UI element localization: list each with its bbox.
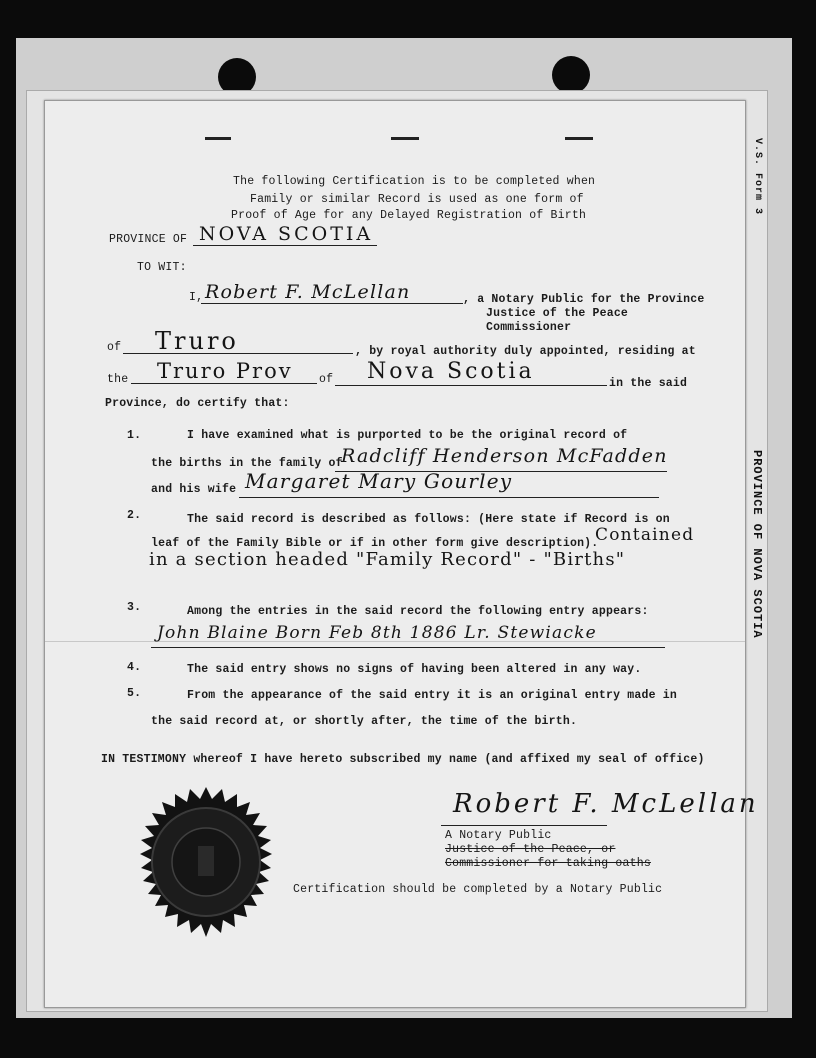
residing-province-underline: [335, 385, 607, 386]
notary-role-2: Justice of the Peace: [486, 307, 629, 320]
of-place-underline: [123, 353, 353, 354]
item-1-line-1: I have examined what is purported to be the original record of: [187, 429, 628, 442]
item-2-line-1: The said record is described as follows: (Here state if Record is on: [187, 513, 670, 526]
item-1-number: 1.: [127, 429, 142, 442]
in-the-said-label: in the said: [609, 377, 688, 390]
of-label: of: [107, 341, 122, 354]
province-underline: [193, 245, 377, 246]
residing-place-field: Truro Prov: [157, 359, 293, 383]
notary-signature: Robert F. McLellan: [453, 789, 759, 819]
testimony-text: IN TESTIMONY whereof I have hereto subscribed my name (and affixed my seal of office): [101, 753, 705, 766]
form-number: V.S. Form 3: [752, 138, 763, 216]
header-line-2: Family or similar Record is used as one form of: [250, 193, 584, 206]
item-4-line-1: The said entry shows no signs of having been altered in any way.: [187, 663, 642, 676]
item-2-number: 2.: [127, 509, 142, 522]
item-5-line-2: the said record at, or shortly after, the time of the birth.: [151, 715, 578, 728]
item-3-number: 3.: [127, 601, 142, 614]
wife-name-field: Margaret Mary Gourley: [245, 469, 513, 493]
punch-hole-right: [552, 56, 590, 94]
header-line-3: Proof of Age for any Delayed Registration of Birth: [231, 209, 587, 222]
dash-mark: [391, 137, 419, 140]
notary-seal: [124, 780, 288, 944]
item-5-line-1: From the appearance of the said entry it is an original entry made in: [187, 689, 677, 702]
item-1-line-3: and his wife: [151, 483, 237, 496]
of2-label: of: [319, 373, 334, 386]
province-certify-label: Province, do certify that:: [105, 397, 290, 410]
residing-province-field: Nova Scotia: [367, 359, 535, 384]
sign-role-2: Justice of the Peace, or: [445, 843, 616, 856]
entry-underline: [151, 647, 665, 648]
to-wit-label: TO WIT:: [137, 261, 187, 274]
seal-center-mark: [198, 846, 214, 876]
notary-name-underline: [201, 303, 463, 304]
item-4-number: 4.: [127, 661, 142, 674]
item-5-number: 5.: [127, 687, 142, 700]
dash-mark: [565, 137, 593, 140]
dash-mark: [205, 137, 231, 140]
province-field: NOVA SCOTIA: [199, 223, 374, 245]
side-province-label: PROVINCE OF NOVA SCOTIA: [750, 450, 764, 639]
record-description-2: in a section headed "Family Record" - "Births": [149, 549, 626, 570]
notary-role-1: , a Notary Public for the Province: [463, 293, 705, 306]
i-label: I,: [189, 291, 204, 304]
header-text-1: The following Certification is to be completed when: [233, 175, 596, 188]
notary-role-3: Commissioner: [486, 321, 572, 334]
of-place-field: Truro: [155, 327, 239, 355]
province-of-label: PROVINCE OF: [109, 233, 188, 246]
residing-place-underline: [131, 383, 317, 384]
item-3-line-1: Among the entries in the said record the following entry appears:: [187, 605, 649, 618]
the-label: the: [107, 373, 129, 386]
sign-role-3: Commissioner for taking oaths: [445, 857, 651, 870]
item-1-line-2: the births in the family of: [151, 457, 343, 470]
royal-authority-label: , by royal authority duly appointed, residing at: [355, 345, 696, 358]
signature-underline: [441, 825, 607, 826]
item-2-line-2: leaf of the Family Bible or if in other form give description).: [151, 537, 599, 550]
sign-role-1: A Notary Public: [445, 829, 552, 842]
family-name-field: Radcliff Henderson McFadden: [341, 445, 668, 467]
footer-note: Certification should be completed by a Notary Public: [293, 883, 663, 896]
wife-name-underline: [239, 497, 659, 498]
header-line-1: [233, 175, 595, 188]
record-description-1: Contained: [595, 525, 695, 545]
notary-name-field: Robert F. McLellan: [205, 281, 411, 303]
entry-field: John Blaine Born Feb 8th 1886 Lr. Stewiacke: [157, 623, 597, 643]
